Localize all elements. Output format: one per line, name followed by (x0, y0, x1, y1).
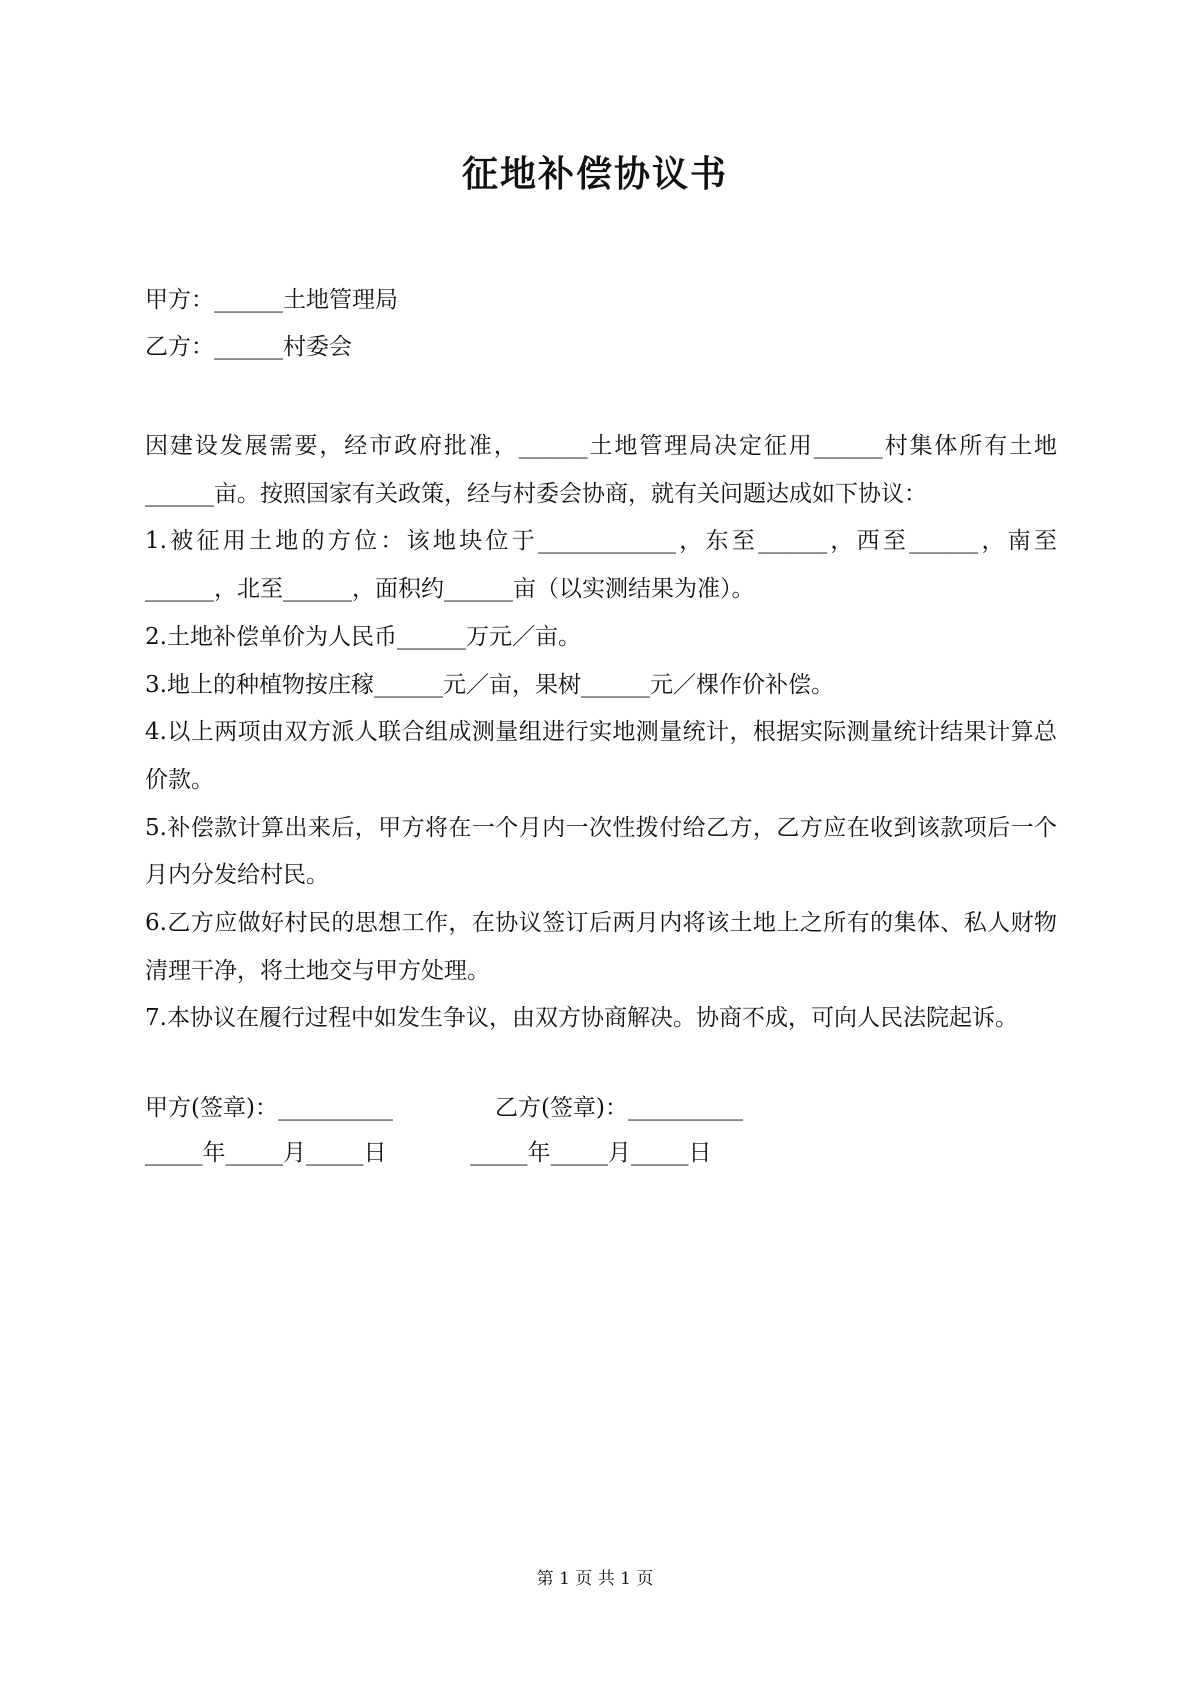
page-footer: 第 1 页 共 1 页 (536, 1569, 654, 1589)
party-a-line: 甲方：______土地管理局 (145, 287, 398, 313)
document-title: 征地补偿协议书 (461, 153, 728, 195)
clause-7: 7.本协议在履行过程中如发生争议，由双方协商解决。协商不成，可向人民法院起诉。 (145, 1005, 1018, 1032)
clause-5: 5.补偿款计算出来后，甲方将在一个月内一次性拨付给乙方，乙方应在收到该款项后一个月内分发给村民。 (145, 814, 1057, 889)
party-b-line: 乙方：______村委会 (145, 334, 352, 360)
clause-3: 3.地上的种植物按庄稼______元／亩，果树______元／棵作价补偿。 (145, 671, 834, 698)
clause-2: 2.土地补偿单价为人民币______万元／亩。 (145, 623, 581, 650)
party-a-date: _____年_____月_____日 (145, 1140, 387, 1166)
clause-6: 6.乙方应做好村民的思想工作，在协议签订后两月内将该土地上之所有的集体、私人财物清理干净，将土地交与甲方处理。 (145, 910, 1057, 984)
party-b-signature: 乙方(签章)：__________ (495, 1095, 743, 1121)
party-a-signature: 甲方(签章)：__________ (145, 1095, 393, 1121)
party-b-date: _____年_____月_____日 (470, 1140, 712, 1166)
clause-4: 4.以上两项由双方派人联合组成测量组进行实地测量统计，根据实际测量统计结果计算总价款。 (145, 719, 1057, 793)
intro-paragraph: 因建设发展需要，经市政府批准，______土地管理局决定征用______村集体所有土地______亩。按照国家有关政策，经与村委会协商，就有关问题达成如下协议： (145, 433, 1057, 507)
agreement-body (145, 423, 1057, 1043)
clause-1: 1.被征用土地的方位：该地块位于____________，东至______，西至______，南至______，北至______，面积约______亩（以实测结果为准）。 (145, 528, 1057, 603)
